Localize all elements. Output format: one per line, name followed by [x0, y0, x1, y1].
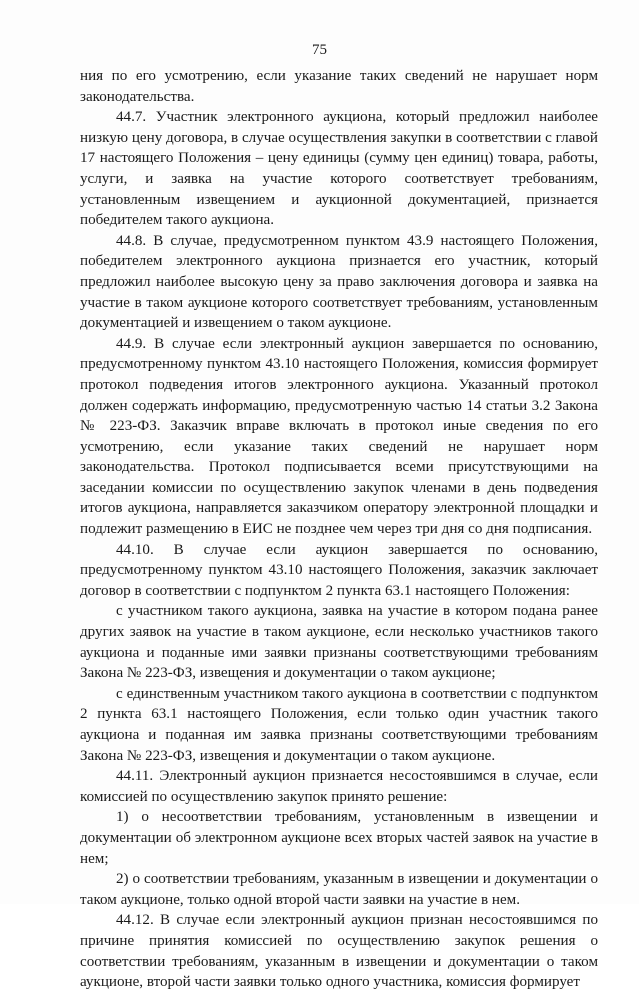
paragraph-44-10-item-2: с единственным участником такого аукциона в соответствии с подпунктом 2 пункта 63.1 настоящего Положения, если только один участник такого аукциона и поданная им заявка признаны соответствующими требованиям Закона № 223-ФЗ, извещения и документации о таком аукционе.	[80, 685, 598, 764]
paragraph-44-11-item-2: 2) о соответствии требованиям, указанным в извещении и документации о таком аукционе, только одной второй части заявки на участие в нем.	[80, 871, 598, 908]
paragraph-44-8: 44.8. В случае, предусмотренном пунктом 43.9 настоящего Положения, победителем электронного аукциона признается его участник, который предложил наиболее высокую цену за право заключения договора и заявка на участие в таком аукционе которого соответствует требованиям, установленным документацией и извещением о таком аукционе.	[80, 232, 598, 332]
paragraph-44-11: 44.11. Электронный аукцион признается несостоявшимся в случае, если комиссией по осуществлению закупок принято решение:	[80, 768, 598, 805]
page-body	[80, 66, 598, 993]
paragraph-continuation: ния по его усмотрению, если указание таких сведений не нарушает норм законодательства.	[80, 68, 598, 105]
paragraph-44-11-item-1: 1) о несоответствии требованиям, установленным в извещении и документации об электронном аукционе всех вторых частей заявок на участие в нем;	[80, 809, 598, 867]
paragraph-44-9: 44.9. В случае если электронный аукцион завершается по основанию, предусмотренному пунктом 43.10 настоящего Положения, комиссия формирует протокол подведения итогов электронного аукциона. Указанный протокол должен содержать информацию, предусмотренную частью 14 статьи 3.2 Закона № 223-ФЗ. Заказчик вправе включать в протокол иные сведения по его усмотрению, если указание таких сведений не нарушает норм законодательства. Протокол подписывается всеми присутствующими на заседании комиссии по осуществлению закупок членами в день подведения итогов аукциона, направляется заказчиком оператору электронной площадки и подлежит размещению в ЕИС не позднее чем через три дня со дня подписания.	[80, 335, 598, 538]
paragraph-44-10-item-1: с участником такого аукциона, заявка на участие в котором подана ранее других заявок на участие в таком аукционе, если несколько участников такого аукциона и поданные ими заявки признаны соответствующими требованиям Закона № 223-ФЗ, извещения и документации о таком аукционе;	[80, 603, 598, 682]
paragraph-44-7: 44.7. Участник электронного аукциона, который предложил наиболее низкую цену договора, в случае осуществления закупки в соответствии с главой 17 настоящего Положения – цену единицы (сумму цен единиц) товара, работы, услуги, и заявка на участие которого соответствует требованиям, установленным извещением и аукционной документацией, признается победителем такого аукциона.	[80, 109, 598, 229]
page-number: 75	[312, 42, 327, 58]
paragraph-44-10: 44.10. В случае если аукцион завершается по основанию, предусмотренному пунктом 43.10 настоящего Положения, заказчик заключает договор в соответствии с подпунктом 2 пункта 63.1 настоящего Положения:	[80, 541, 598, 599]
paragraph-44-12: 44.12. В случае если электронный аукцион признан несостоявшимся по причине принятия комиссией по осуществлению закупок решения о соответствии требованиям, указанным в извещении и документации о таком аукционе, второй части заявки только одного участника, комиссия формирует	[80, 912, 598, 991]
